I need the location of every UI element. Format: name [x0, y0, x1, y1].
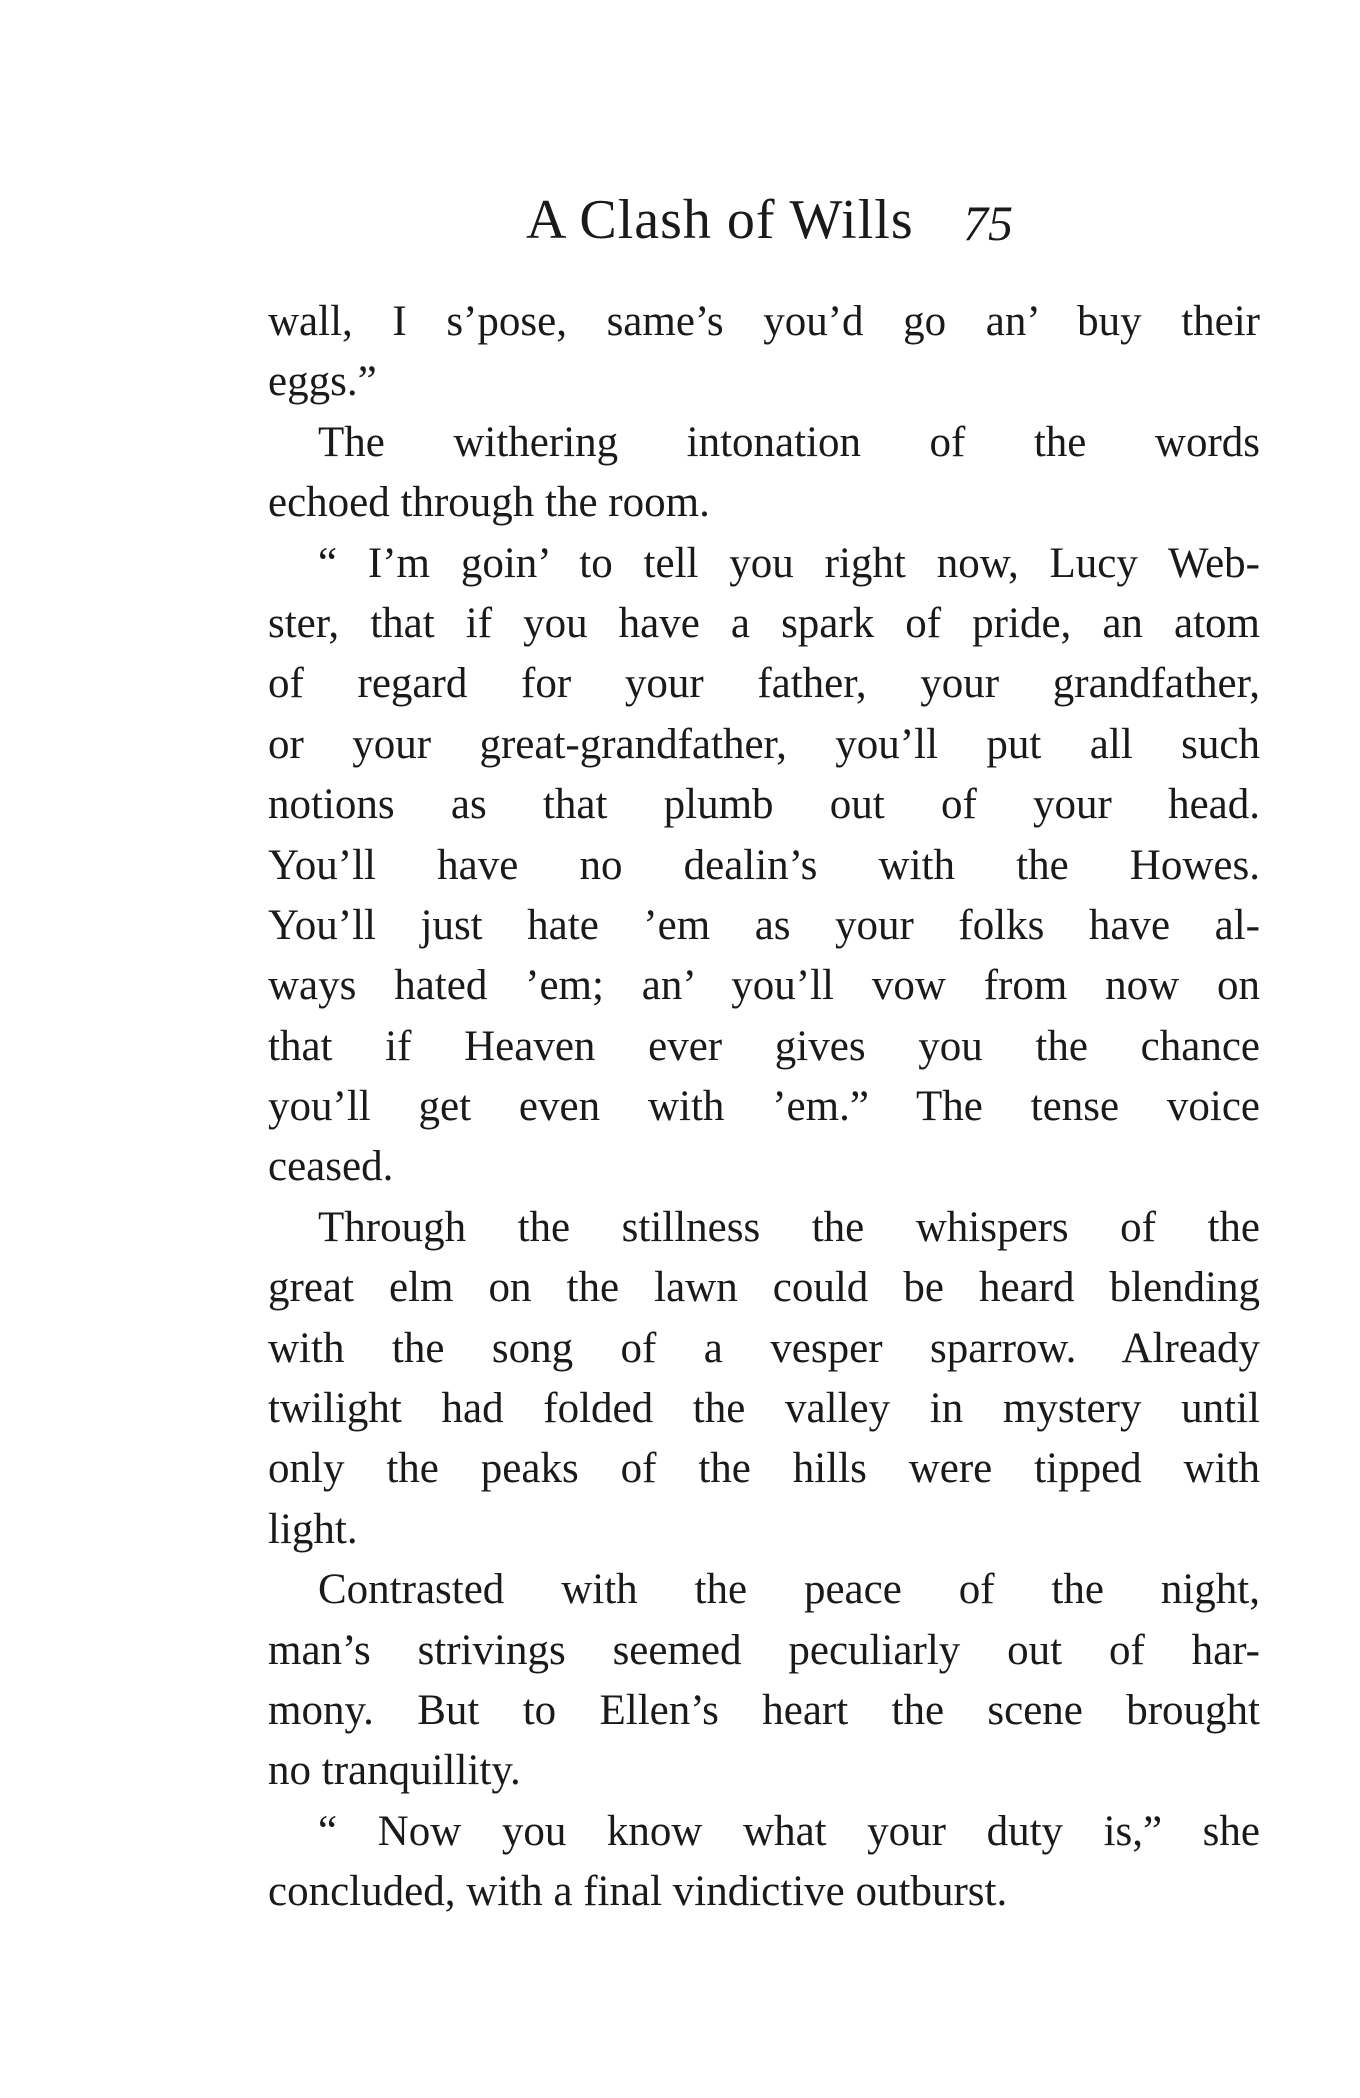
- running-title: A Clash of Wills: [526, 189, 914, 251]
- text-line: concluded, with a final vindictive outburst.: [268, 1868, 1008, 1916]
- text-line: no tranquillity.: [268, 1747, 521, 1795]
- text-line: wall, I s’pose, same’s you’d go an’ buy their: [268, 298, 1260, 345]
- text-line: eggs.”: [268, 358, 377, 406]
- text-line: twilight had folded the valley in mystery until: [268, 1385, 1260, 1433]
- text-line: you’ll get even with ’em.” The tense voice: [268, 1083, 1260, 1131]
- text-line: of regard for your father, your grandfather,: [268, 660, 1260, 708]
- text-line: notions as that plumb out of your head.: [268, 781, 1260, 829]
- text-line: mony. But to Ellen’s heart the scene brought: [268, 1686, 1260, 1734]
- text-line: “ Now you know what your duty is,” she: [318, 1807, 1260, 1855]
- text-line: or your great-grandfather, you’ll put all such: [268, 720, 1260, 768]
- text-line: great elm on the lawn could be heard blending: [268, 1264, 1260, 1312]
- text-line: “ I’m goin’ to tell you right now, Lucy Web-: [318, 539, 1260, 587]
- text-line: with the song of a vesper sparrow. Already: [268, 1324, 1260, 1372]
- text-line: Through the stillness the whispers of the: [318, 1203, 1260, 1251]
- body-text: [268, 292, 1260, 1923]
- text-line: The withering intonation of the words: [318, 418, 1260, 466]
- text-line: light.: [268, 1505, 358, 1553]
- running-head: [268, 188, 1268, 258]
- text-line: You’ll just hate ’em as your folks have al-: [268, 901, 1260, 949]
- text-line: echoed through the room.: [268, 479, 710, 527]
- text-line: that if Heaven ever gives you the chance: [268, 1022, 1260, 1070]
- text-line: ster, that if you have a spark of pride, an atom: [268, 599, 1260, 647]
- text-line: man’s strivings seemed peculiarly out of har-: [268, 1626, 1260, 1674]
- page-number: 75: [963, 195, 1013, 251]
- text-line: ceased.: [268, 1143, 394, 1191]
- text-line: You’ll have no dealin’s with the Howes.: [268, 841, 1260, 889]
- text-line: Contrasted with the peace of the night,: [318, 1566, 1260, 1614]
- text-line: only the peaks of the hills were tipped with: [268, 1445, 1260, 1493]
- text-line: ways hated ’em; an’ you’ll vow from now on: [268, 962, 1260, 1010]
